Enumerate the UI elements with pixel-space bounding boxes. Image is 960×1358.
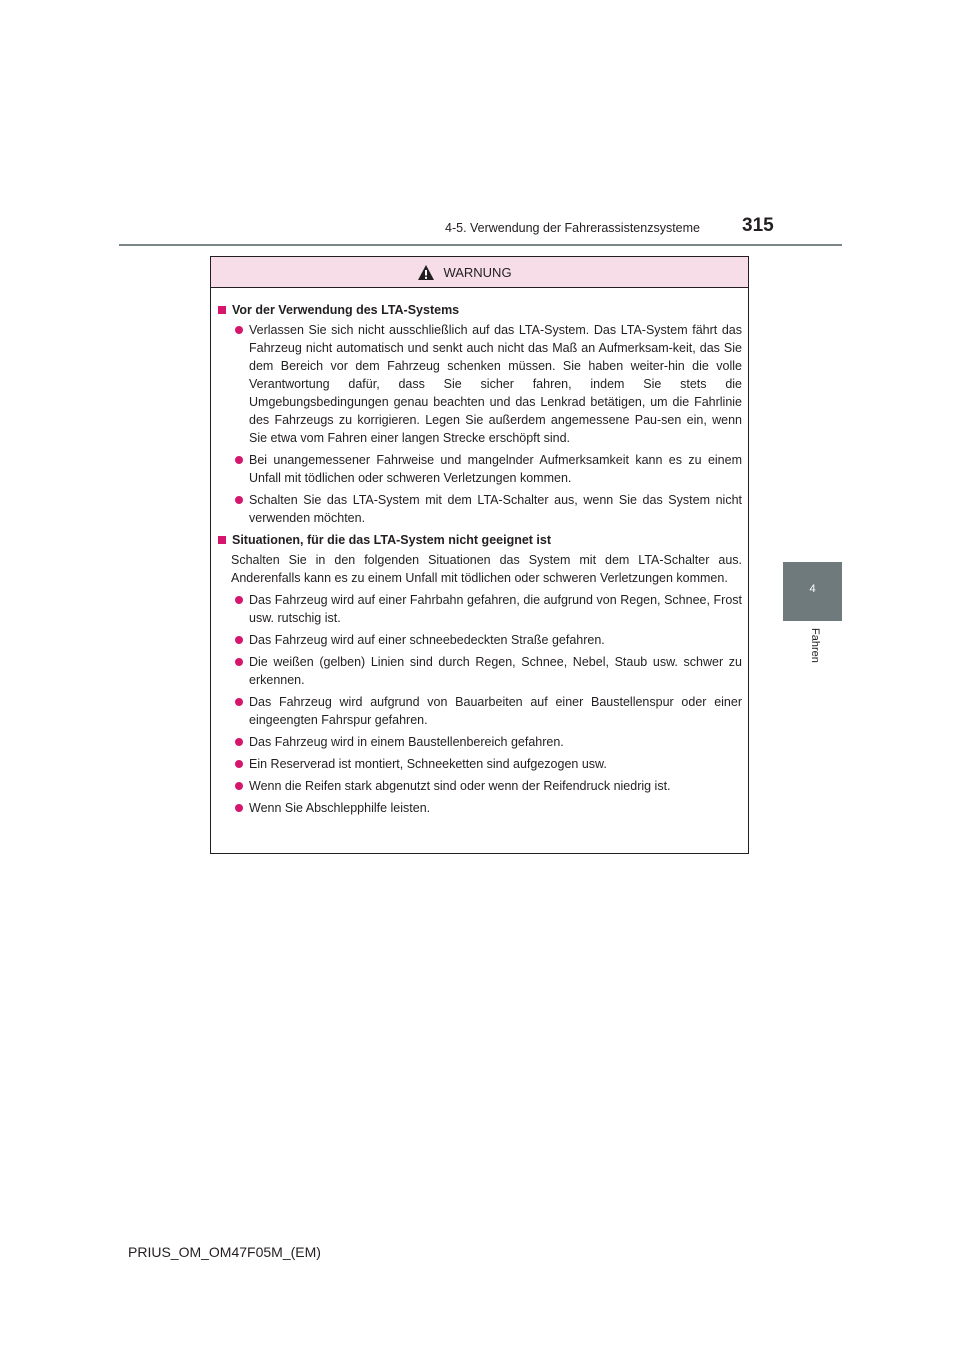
round-bullet-icon bbox=[235, 496, 243, 504]
warning-body bbox=[211, 288, 748, 817]
warning-triangle-icon bbox=[417, 264, 435, 281]
round-bullet-icon bbox=[235, 782, 243, 790]
section-heading: Vor der Verwendung des LTA-Systems bbox=[217, 301, 742, 319]
section-heading: Situationen, für die das LTA-System nicht geeignet ist bbox=[217, 531, 742, 549]
round-bullet-icon bbox=[235, 804, 243, 812]
round-bullet-icon bbox=[235, 760, 243, 768]
round-bullet-icon bbox=[235, 596, 243, 604]
list-item: Wenn Sie Abschlepphilfe leisten. bbox=[217, 799, 742, 817]
square-bullet-icon bbox=[218, 536, 226, 544]
list-item: Verlassen Sie sich nicht ausschließlich auf das LTA-System. Das LTA-System fährt das Fahrzeug nicht automatisch und senkt auch nicht das Maß an Aufmerksam-keit, das Sie dem Bereich vor dem Fahrzeug schenken müssen. Sie haben weiter-hin die volle Verantwortung dafür, dass Sie sicher fahren, indem Sie stets die Umgebungsbedingungen genau beachten und das Lenkrad betätigen, um die Fahrlinie des Fahrzeugs zu korrigieren. Legen Sie außerdem angemessene Pau-sen ein, wenn Sie etwa vom Fahren einer langen Strecke erschöpft sind. bbox=[217, 321, 742, 447]
list-item: Ein Reserverad ist montiert, Schneeketten sind aufgezogen usw. bbox=[217, 755, 742, 773]
list-item: Das Fahrzeug wird in einem Baustellenbereich gefahren. bbox=[217, 733, 742, 751]
list-item: Das Fahrzeug wird aufgrund von Bauarbeiten auf einer Baustellenspur oder einer eingeengten Fahrspur gefahren. bbox=[217, 693, 742, 729]
round-bullet-icon bbox=[235, 698, 243, 706]
list-item: Schalten Sie das LTA-System mit dem LTA-Schalter aus, wenn Sie das System nicht verwenden möchten. bbox=[217, 491, 742, 527]
round-bullet-icon bbox=[235, 738, 243, 746]
list-item: Das Fahrzeug wird auf einer schneebedeckten Straße gefahren. bbox=[217, 631, 742, 649]
chapter-tab bbox=[783, 562, 842, 621]
round-bullet-icon bbox=[235, 326, 243, 334]
running-header-title: 4-5. Verwendung der Fahrerassistenzsysteme bbox=[445, 221, 700, 235]
list-item: Bei unangemessener Fahrweise und mangelnder Aufmerksamkeit kann es zu einem Unfall mit tödlichen oder schweren Verletzungen kommen. bbox=[217, 451, 742, 487]
document-code: PRIUS_OM_OM47F05M_(EM) bbox=[128, 1244, 321, 1260]
warning-title: WARNUNG bbox=[443, 264, 512, 280]
page-number: 315 bbox=[742, 215, 774, 236]
square-bullet-icon bbox=[218, 306, 226, 314]
warning-header bbox=[211, 257, 748, 288]
round-bullet-icon bbox=[235, 456, 243, 464]
list-item: Das Fahrzeug wird auf einer Fahrbahn gefahren, die aufgrund von Regen, Schnee, Frost usw. rutschig ist. bbox=[217, 591, 742, 627]
warning-box bbox=[210, 256, 749, 854]
round-bullet-icon bbox=[235, 636, 243, 644]
list-item: Wenn die Reifen stark abgenutzt sind oder wenn der Reifendruck niedrig ist. bbox=[217, 777, 742, 795]
list-item: Die weißen (gelben) Linien sind durch Regen, Schnee, Nebel, Staub usw. schwer zu erkennen. bbox=[217, 653, 742, 689]
round-bullet-icon bbox=[235, 658, 243, 666]
chapter-number: 4 bbox=[809, 583, 816, 595]
header-rule bbox=[119, 244, 842, 246]
section-intro: Schalten Sie in den folgenden Situationen das System mit dem LTA-Schalter aus. Anderenfalls kann es zu einem Unfall mit tödlichen oder schweren Verletzungen kommen. bbox=[231, 553, 742, 585]
chapter-label: Fahren bbox=[809, 628, 821, 663]
